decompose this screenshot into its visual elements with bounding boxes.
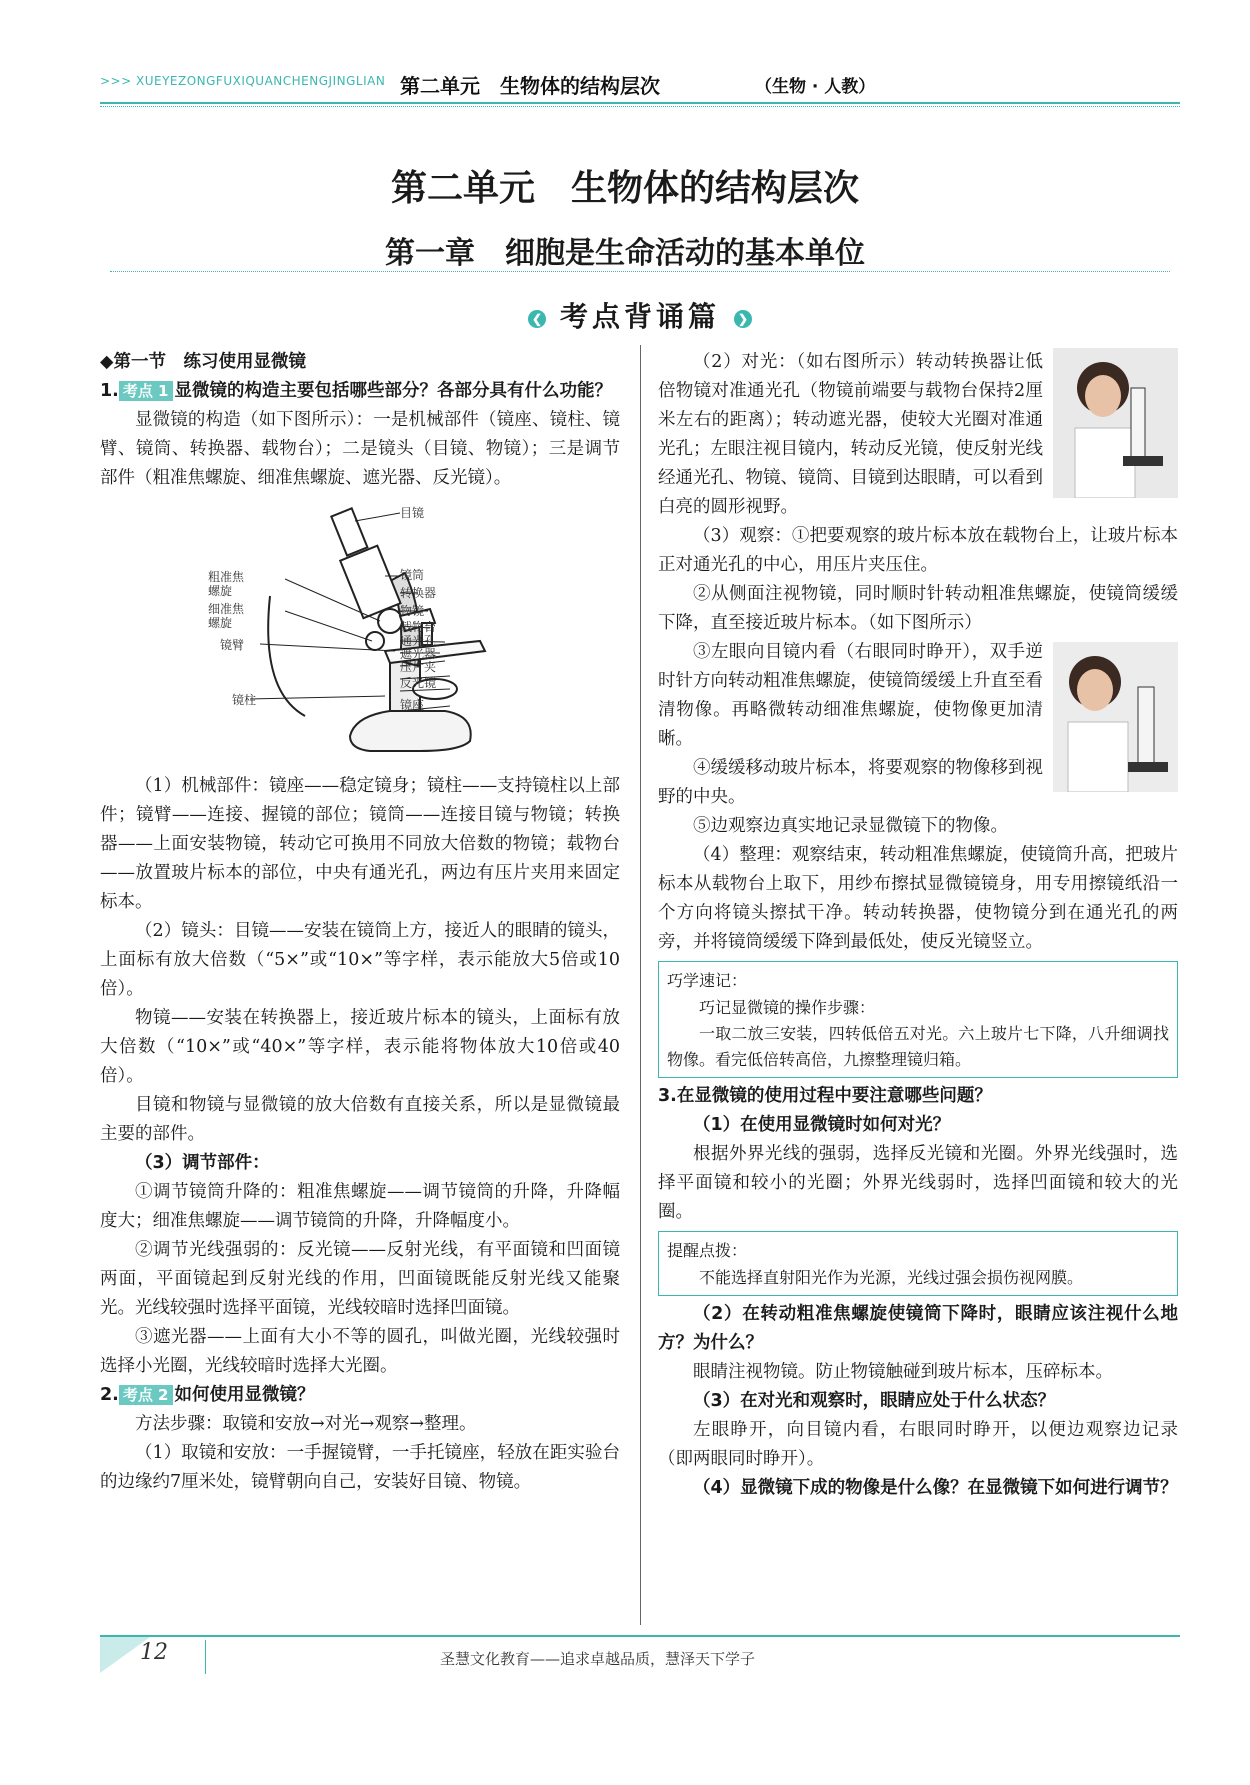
label-arm: 镜臂 [220, 638, 245, 652]
tip-title: 巧学速记： [667, 971, 748, 990]
microscope-diagram [100, 501, 620, 766]
step-3-3: ③左眼向目镜内看（右眼同时睁开），双手逆时针方向转动粗准焦螺旋，使镜筒缓缓上升直至看清物像。再略微转动细准焦螺旋，使物像更加清晰。 [658, 642, 1043, 749]
tip-line-2: 一取二放三安装，四转低倍五对光。六上玻片七下降，八升细调找物像。看完低倍转高倍，九擦整理镜归箱。 [667, 1024, 1169, 1069]
q3-answer-3: 左眼睁开，向目镜内看，右眼同时睁开，以便边观察边记录（即两眼同时睁开）。 [658, 1420, 1178, 1469]
step-3-2: ②从侧面注视物镜，同时顺时针转动粗准焦螺旋，使镜筒缓缓下降，直至接近玻片标本。（如下图所示） [658, 584, 1178, 633]
step-3-4: ④缓缓移动玻片标本，将要观察的物像移到视野的中央。 [658, 758, 1043, 807]
answer-text: 显微镜的构造（如下图所示）：一是机械部件（镜座、镜柱、镜臂、镜筒、转换器、载物台）；二是镜头（目镜、物镜）；三是调节部件（粗准焦螺旋、细准焦螺旋、遮光器、反光镜）。 [100, 410, 620, 488]
label-hole: 通光孔 [400, 634, 437, 648]
section-heading: ◆第一节 练习使用显微镜 [100, 352, 306, 372]
parts-adjust-1: ①调节镜筒升降的：粗准焦螺旋——调节镜筒的升降，升降幅度大；细准焦螺旋——调节镜筒的升降，升降幅度小。 [100, 1182, 620, 1231]
label-coarse-1: 粗准焦 [208, 570, 245, 584]
step-1: （1）取镜和安放：一手握镜臂，一手托镜座，轻放在距实验台的边缘约7厘米处，镜臂朝向自己，安装好目镜、物镜。 [100, 1443, 620, 1492]
label-clip: 压片夹 [400, 660, 437, 674]
header-subject: （生物 · 人教） [755, 77, 876, 97]
parts-adjust-3: ③遮光器——上面有大小不等的圆孔，叫做光圈，光线较强时选择小光圈，光线较暗时选择大光圈。 [100, 1327, 620, 1376]
chevron-right-icon: ❯ [734, 310, 752, 328]
tip-box [658, 961, 1178, 1078]
label-stage: 载物台 [400, 620, 437, 634]
label-fine-1: 细准焦 [208, 602, 245, 616]
banner-title: 考点背诵篇 [559, 300, 720, 333]
label-eyepiece: 目镜 [400, 506, 425, 520]
question-text: 显微镜的构造主要包括哪些部分？各部分具有什么功能？ [174, 381, 612, 401]
step-4-tidy: （4）整理：观察结束，转动粗准焦螺旋，使镜筒升高，把玻片标本从载物台上取下，用纱布擦拭显微镜镜身，用专用擦镜纸沿一个方向将镜头擦拭干净。转动转换器，使物镜分到在通光孔的两旁，并将镜筒缓缓下降到最低处，使反光镜竖立。 [658, 845, 1178, 952]
step-2-focus: （2）对光：（如右图所示）转动转换器让低倍物镜对准通光孔（物镜前端要与载物台保持2厘米左右的距离）；转动遮光器，使较大光圈对准通光孔；左眼注视目镜内，转动反光镜，使反射光线经通光孔、物镜、镜筒、目镜到达眼睛，可以看到白亮的圆形视野。 [658, 352, 1043, 517]
label-mirror: 反光镜 [400, 676, 437, 690]
question-2 [100, 1381, 620, 1410]
chevron-left-icon: ❮ [528, 310, 546, 328]
q3-sub-1: （1）在使用显微镜时如何对光？ [693, 1115, 951, 1135]
column-divider [640, 345, 641, 1625]
section-banner [110, 295, 1170, 331]
parts-adjust-2: ②调节光线强弱的：反光镜——反射光线，有平面镜和凹面镜两面，平面镜起到反射光线的作用，凹面镜既能反射光线又能聚光。光线较强时选择平面镜，光线较暗时选择凹面镜。 [100, 1240, 620, 1318]
label-coarse-2: 螺旋 [208, 584, 233, 598]
chapter-title: 第一章 细胞是生命活动的基本单位 [385, 236, 865, 271]
question-text: 如何使用显微镜？ [174, 1385, 315, 1405]
header-title: 第二单元 生物体的结构层次 [400, 74, 660, 98]
parts-summary: 目镜和物镜与显微镜的放大倍数有直接关系，所以是显微镜最主要的部件。 [100, 1095, 620, 1144]
step-3-5: ⑤边观察边真实地记录显微镜下的物像。 [693, 816, 1008, 836]
footer-slogan: 圣慧文化教育——追求卓越品质，慧泽天下学子 [440, 1650, 756, 1668]
exam-point-tag: 考点 2 [119, 1385, 173, 1405]
label-objective: 物镜 [400, 604, 425, 618]
remind-box [658, 1231, 1178, 1296]
label-tube: 镜筒 [400, 568, 425, 582]
label-diaphragm: 遮光器 [400, 647, 437, 661]
page-number: 12 [140, 1640, 168, 1665]
label-fine-2: 螺旋 [208, 616, 233, 630]
q3-answer-1: 根据外界光线的强弱，选择反光镜和光圈。外界光线强时，选择平面镜和较小的光圈；外界光线弱时，选择凹面镜和较大的光圈。 [658, 1144, 1178, 1222]
question-number: 2. [100, 1385, 119, 1405]
parts-objective: 物镜——安装在转换器上，接近玻片标本的镜头，上面标有放大倍数（“10×”或“40×”等字样，表示能将物体放大10倍或40倍）。 [100, 1008, 620, 1086]
q3-sub-3: （3）在对光和观察时，眼睛应处于什么状态？ [693, 1391, 1056, 1411]
footer-rule [100, 1635, 1180, 1637]
q3-answer-2: 眼睛注视物镜。防止物镜触碰到玻片标本，压碎标本。 [693, 1362, 1113, 1382]
remind-text: 不能选择直射阳光作为光源，光线过强会损伤视网膜。 [699, 1268, 1084, 1287]
q3-sub-2: （2）在转动粗准焦螺旋使镜筒下降时，眼睛应该注视什么地方？为什么？ [658, 1304, 1178, 1353]
remind-title: 提醒点拨： [667, 1241, 748, 1260]
right-column [658, 348, 1178, 1503]
header-rule [100, 102, 1180, 107]
question-1 [100, 377, 620, 406]
label-nosepiece: 转换器 [400, 586, 437, 600]
unit-title: 第二单元 生物体的结构层次 [390, 168, 859, 209]
tip-line-1: 巧记显微镜的操作步骤： [699, 998, 876, 1017]
parts-adjust-heading: （3）调节部件： [135, 1153, 270, 1173]
left-column [100, 348, 620, 1497]
method-steps: 方法步骤：取镜和安放→对光→观察→整理。 [135, 1414, 477, 1434]
banner-dotted-line [110, 271, 1170, 272]
parts-mechanical: （1）机械部件：镜座——稳定镜身；镜柱——支持镜柱以上部件；镜臂——连接、握镜的部位；镜筒——连接目镜与物镜；转换器——上面安装物镜，转动它可换用不同放大倍数的物镜；载物台——放置玻片标本的部位，中央有通光孔，两边有压片夹用来固定标本。 [100, 776, 620, 912]
label-pillar: 镜柱 [232, 693, 257, 707]
step-3-observe: （3）观察：①把要观察的玻片标本放在载物台上，让玻片标本正对通光孔的中心，用压片夹压住。 [658, 526, 1178, 575]
footer-separator [205, 1640, 206, 1674]
parts-lens: （2）镜头：目镜——安装在镜筒上方，接近人的眼睛的镜头，上面标有放大倍数（“5×”或“10×”等字样，表示能放大5倍或10倍）。 [100, 921, 620, 999]
label-base: 镜座 [400, 698, 425, 712]
exam-point-tag: 考点 1 [119, 381, 173, 401]
q3-sub-4: （4）显微镜下成的物像是什么像？在显微镜下如何进行调节？ [693, 1478, 1178, 1498]
question-3: 3.在显微镜的使用过程中要注意哪些问题？ [658, 1086, 992, 1106]
question-number: 1. [100, 381, 119, 401]
header-pinyin: >>> XUEYEZONGFUXIQUANCHENGJINGLIAN [100, 74, 386, 88]
photo-girl-focusing [1053, 348, 1178, 508]
photo-girl-observing [1053, 642, 1178, 802]
